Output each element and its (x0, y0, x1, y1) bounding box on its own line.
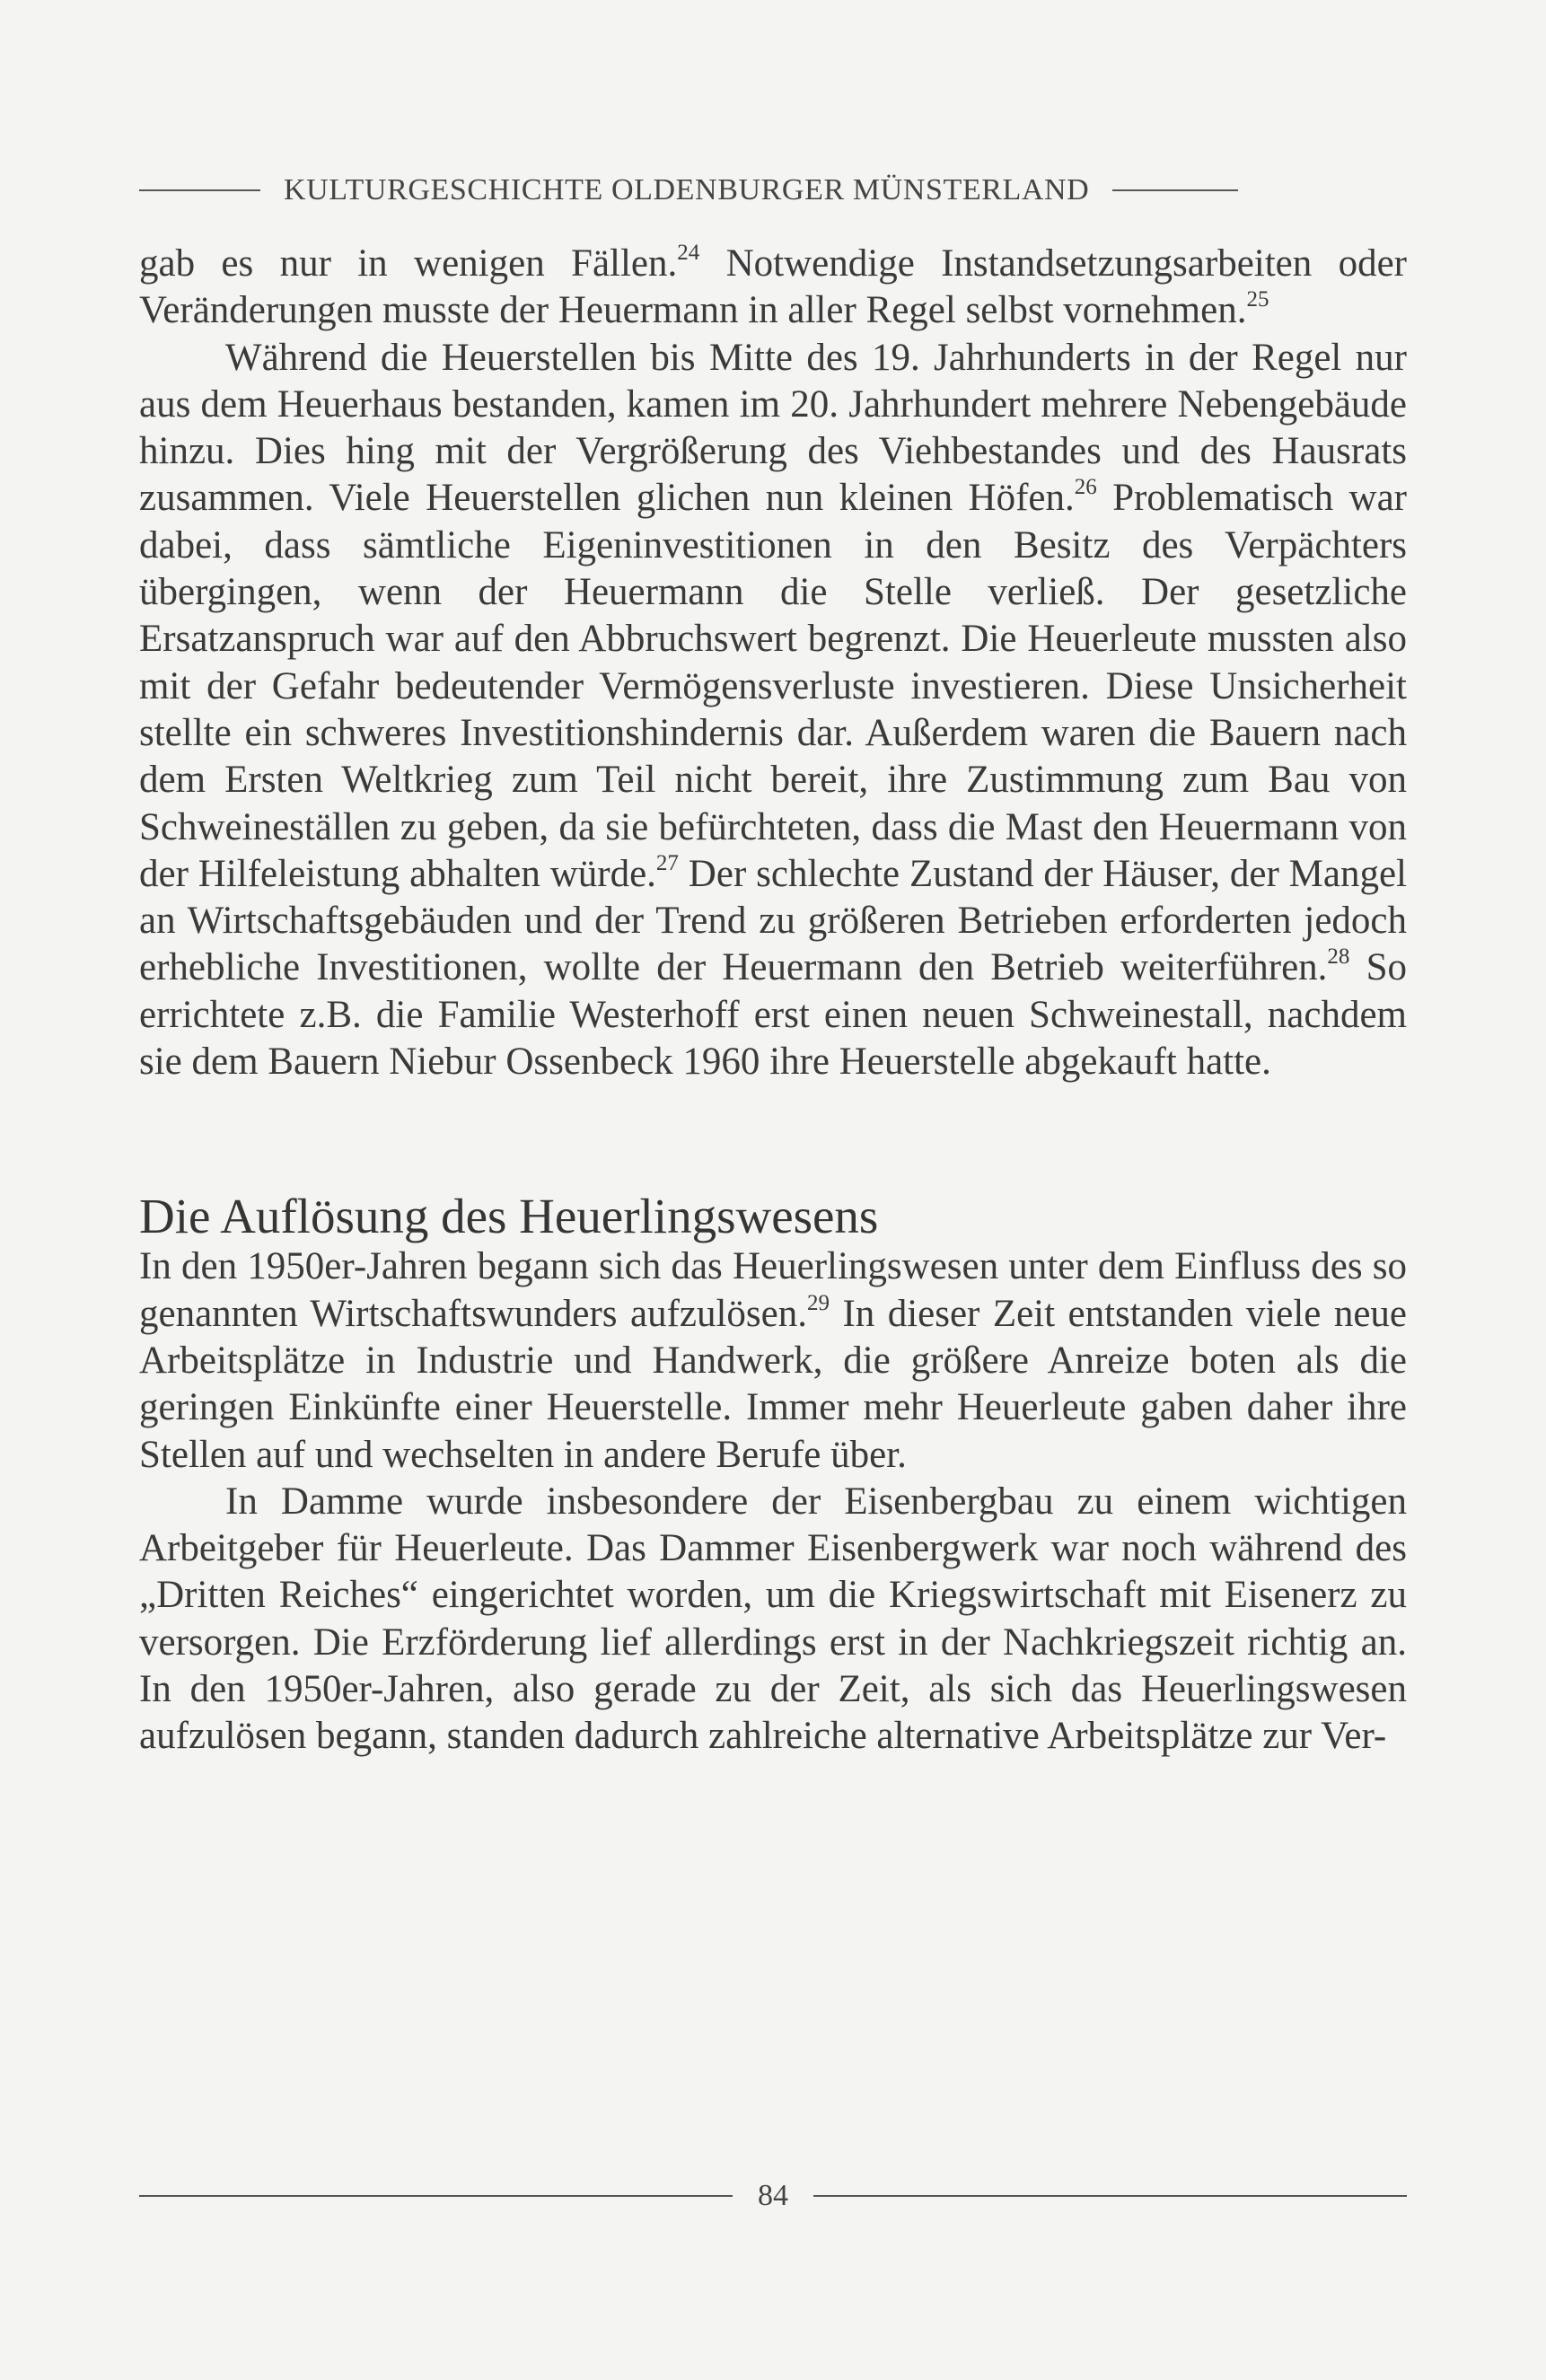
footer-rule-right (813, 2195, 1407, 2197)
footnote-ref: 29 (807, 1290, 830, 1315)
header-rule-left (139, 189, 260, 191)
footnote-ref: 25 (1246, 287, 1269, 312)
paragraph-text: In Damme wurde insbesondere der Eisenbergbau zu einem wichtigen Arbeitgeber für Heuerleute. Das Dammer Eisenbergwerk war noch während des „Dritten Reiches“ eingerichtet worden, um die Kriegswirtschaft mit Eisenerz zu versorgen. Die Erzförderung lief allerdings erst in der Nachkriegszeit richtig an. In den 1950er-Jahren, also gerade zu der Zeit, als sich das Heuerlingswesen aufzulösen begann, standen dadurch zahlreiche alternative Arbeitsplätze zur Ver- (139, 1480, 1407, 1758)
paragraph-text: gab es nur in wenigen Fällen. (139, 242, 678, 285)
running-head-title: KULTURGESCHICHTE OLDENBURGER MÜNSTERLAND (284, 173, 1090, 206)
footnote-ref: 27 (655, 850, 679, 875)
page-footer (139, 2178, 1407, 2214)
body-text (139, 241, 1407, 1761)
paragraph-text: Notwendige Instandsetzungsarbeiten oder Veränderungen musste der Heuermann in aller Regel selbst vornehmen. (139, 242, 1407, 332)
paragraph-3 (139, 1243, 1407, 1478)
paragraph-4 (139, 1479, 1407, 1761)
header-rule-right (1112, 189, 1238, 191)
section-heading: Die Auflösung des Heuerlingswesens (139, 1189, 879, 1244)
paragraph-2 (139, 335, 1407, 1086)
footnote-ref: 28 (1327, 944, 1350, 970)
running-head (139, 172, 1407, 208)
footer-rule-left (139, 2195, 733, 2197)
footnote-ref: 26 (1074, 475, 1097, 500)
footnote-ref: 24 (677, 241, 700, 265)
paragraph-text: Der schlechte Zustand der Häuser, der Mangel an Wirtschaftsgebäuden und der Trend zu größeren Betrieben erforderten jedoch erhebliche Investitionen, wollte der Heuermann den Betrieb weiterführen. (139, 852, 1407, 989)
paragraph-text: In dieser Zeit entstanden viele neue Arbeitsplätze in Industrie und Handwerk, die größere Anreize boten als die geringen Einkünfte einer Heuerstelle. Immer mehr Heuerleute gaben daher ihre Stellen auf und wechselten in andere Berufe über. (139, 1292, 1408, 1476)
paragraph-text: In den 1950er-Jahren begann sich das Heuerlingswesen unter dem Einfluss des so genannten Wirtschaftswunders aufzulösen. (139, 1245, 1407, 1335)
paragraph-text: Während die Heuerstellen bis Mitte des 19. Jahrhunderts in der Regel nur aus dem Heuerhaus bestanden, kamen im 20. Jahrhundert mehrere Nebengebäude hinzu. Dies hing mit der Vergrößerung des Viehbestandes und des Hausrats zusammen. Viele Heuerstellen glichen nun kleinen Höfen. (139, 336, 1407, 520)
paragraph-text: Problematisch war dabei, dass sämtliche Eigeninvestitionen in den Besitz des Verpächters übergingen, wenn der Heuermann die Stelle verließ. Der gesetzliche Ersatzanspruch war auf den Abbruchswert begrenzt. Die Heuerleute mussten also mit der Gefahr bedeutender Vermögensverluste investieren. Diese Unsicherheit stellte ein schweres Investitionshindernis dar. Außerdem waren die Bauern nach dem Ersten Weltkrieg zum Teil nicht bereit, ihre Zustimmung zum Bau von Schweineställen zu geben, da sie befürchteten, dass die Mast den Heuermann von der Hilfeleistung abhalten würde. (139, 477, 1407, 895)
paragraph-1 (139, 241, 1407, 335)
page-number: 84 (758, 2179, 788, 2212)
paragraph-text: So errichtete z.B. die Familie Westerhoff erst einen neuen Schweinestall, nachdem sie dem Bauern Niebur Ossenbeck 1960 ihre Heuerstelle abgekauft hatte. (139, 946, 1407, 1084)
